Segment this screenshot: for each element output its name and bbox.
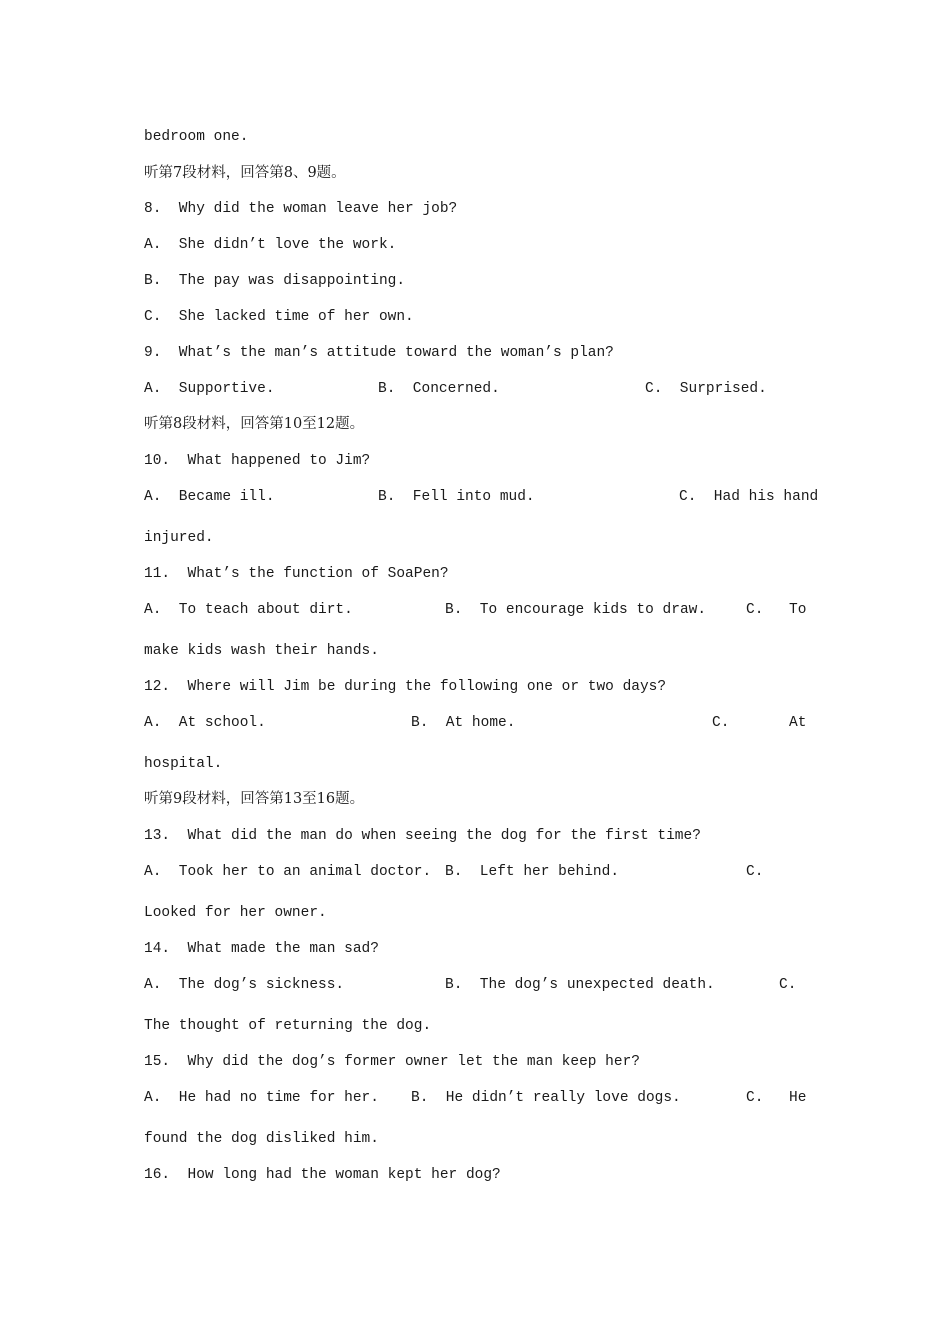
question-11: 11. What’s the function of SoaPen? — [144, 566, 449, 582]
option-b: B. The dog’s unexpected death. — [445, 977, 715, 993]
option-b: B. He didn’t really love dogs. — [411, 1090, 681, 1106]
option-c-continued: injured. — [144, 530, 214, 546]
question-13: 13. What did the man do when seeing the dog for the first time? — [144, 828, 701, 844]
option-c-text: At — [789, 715, 807, 731]
option-c-continued: hospital. — [144, 756, 223, 772]
question-12: 12. Where will Jim be during the following one or two days? — [144, 679, 667, 695]
option-c: C. — [746, 1090, 764, 1106]
section-heading: 听第8段材料，回答第10至12题。 — [144, 416, 365, 432]
option-a: A. He had no time for her. — [144, 1090, 379, 1106]
option-c-text: He — [789, 1090, 807, 1106]
option-b: B. Left her behind. — [445, 864, 620, 880]
question-16: 16. How long had the woman kept her dog? — [144, 1167, 501, 1183]
section-heading: 听第7段材料，回答第8、9题。 — [144, 165, 346, 181]
question-15: 15. Why did the dog’s former owner let the man keep her? — [144, 1054, 640, 1070]
option-b: B. Concerned. — [378, 381, 500, 397]
option-a: A. The dog’s sickness. — [144, 977, 345, 993]
option-a: A. At school. — [144, 715, 266, 731]
option-a: A. To teach about dirt. — [144, 602, 353, 618]
question-14: 14. What made the man sad? — [144, 941, 379, 957]
option-c: C. — [746, 602, 764, 618]
question-8: 8. Why did the woman leave her job? — [144, 201, 458, 217]
option-c: C. — [746, 864, 764, 880]
section-heading: 听第9段材料，回答第13至16题。 — [144, 791, 365, 807]
option-b: B. At home. — [411, 715, 516, 731]
option-c-continued: Looked for her owner. — [144, 905, 327, 921]
option-c: C. — [712, 715, 730, 731]
option-c: C. She lacked time of her own. — [144, 309, 414, 325]
option-a: A. Became ill. — [144, 489, 275, 505]
option-c: C. Had his hand — [679, 489, 819, 505]
option-c: C. — [779, 977, 797, 993]
option-c-continued: The thought of returning the dog. — [144, 1018, 432, 1034]
option-a: A. Took her to an animal doctor. — [144, 864, 432, 880]
option-a: A. Supportive. — [144, 381, 275, 397]
option-c-text: To — [789, 602, 807, 618]
option-c: C. Surprised. — [645, 381, 767, 397]
option-c-continued: found the dog disliked him. — [144, 1131, 379, 1147]
text-line: bedroom one. — [144, 129, 249, 145]
option-a: A. She didn’t love the work. — [144, 237, 397, 253]
question-9: 9. What’s the man’s attitude toward the woman’s plan? — [144, 345, 614, 361]
option-b: B. The pay was disappointing. — [144, 273, 406, 289]
question-10: 10. What happened to Jim? — [144, 453, 371, 469]
option-c-continued: make kids wash their hands. — [144, 643, 379, 659]
option-b: B. Fell into mud. — [378, 489, 535, 505]
option-b: B. To encourage kids to draw. — [445, 602, 707, 618]
